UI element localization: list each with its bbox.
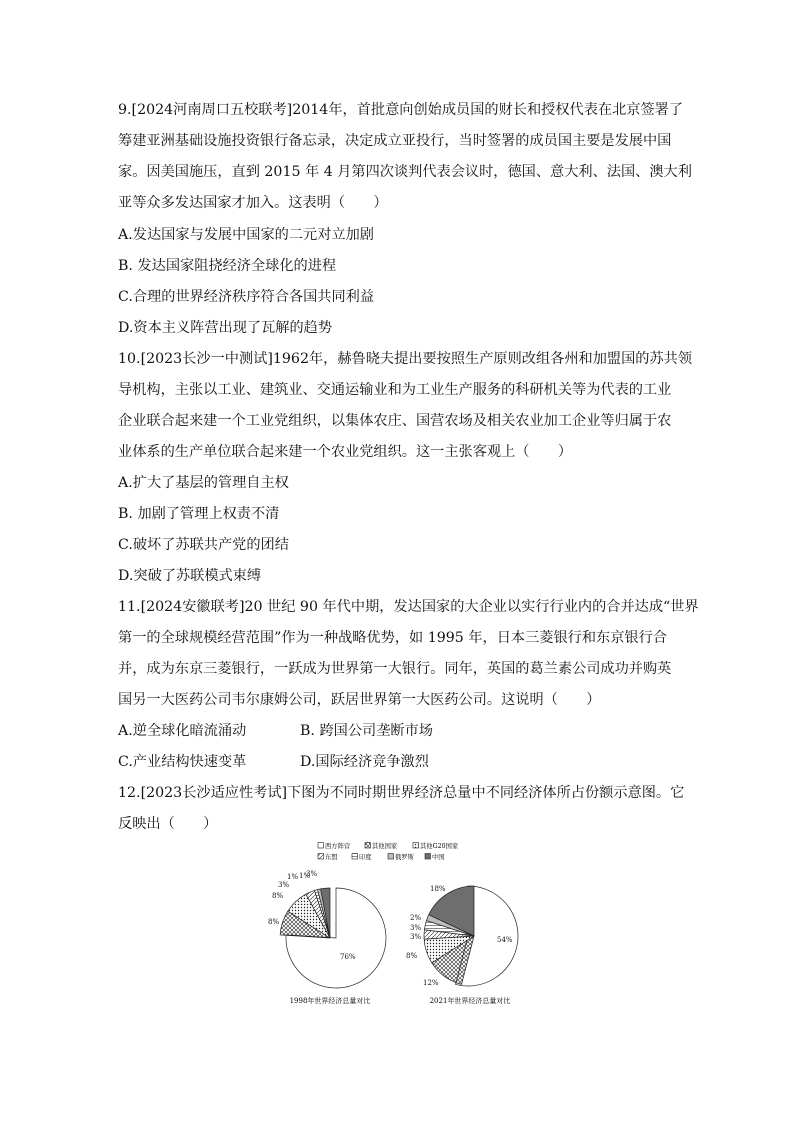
pie-label-1998-china: 3% (306, 870, 318, 878)
legend-label-g20: 其他G20国家 (420, 843, 459, 850)
pie-label-2021-asean: 3% (410, 933, 422, 941)
q10-line-1: 10.[2023长沙一中测试]1962年，赫鲁晓夫提出要按照生产原则改组各州和加盟国的苏共领 (118, 351, 693, 367)
pie-label-2021-other: 12% (423, 979, 439, 987)
q11-line-3: 并，成为东京三菱银行，一跃成为世界第一大银行。同年，英国的葛兰素公司成功并购英 (118, 661, 672, 677)
pie-label-1998-western: 76% (340, 953, 356, 961)
legend-swatch-g20 (413, 843, 419, 849)
chart-title-2021: 2021年世界经济总量对比 (429, 997, 511, 1005)
pie-chart-1998 (268, 870, 386, 988)
legend-label-russia: 俄罗斯 (395, 854, 414, 861)
q10-line-3: 企业联合起来建一个工业党组织，以集体农庄、国营农场及相关农业加工企业等归属于农 (118, 413, 672, 429)
legend-swatch-china (425, 854, 431, 860)
chart-title-1998: 1998年世界经济总量对比 (289, 997, 371, 1005)
pie-chart-2021 (406, 885, 518, 987)
pie-label-1998-asean: 3% (278, 881, 290, 889)
q10-option-a: A.扩大了基层的管理自主权 (118, 475, 289, 491)
q10-line-2: 导机构，主张以工业、建筑业、交通运输业和为工业生产服务的科研机关等为代表的工业 (118, 382, 672, 398)
pie-label-2021-western: 54% (497, 936, 513, 944)
pie-label-2021-russia: 2% (410, 914, 422, 922)
legend-label-china: 中国 (432, 854, 445, 861)
q11-line-2: 第一的全球规模经营范围”作为一种战略优势，如 1995 年，日本三菱银行和东京银行合 (118, 630, 667, 646)
q9-line-2: 筹建亚洲基础设施投资银行备忘录，决定成立亚投行，当时签署的成员国主要是发展中国 (118, 133, 672, 149)
q10-option-d: D.突破了苏联模式束缚 (118, 568, 262, 584)
q11-line-4: 国另一大医药公司韦尔康姆公司，跃居世界第一大医药公司。这说明（ ） (118, 692, 601, 708)
q9-option-b: B. 发达国家阻挠经济全球化的进程 (118, 258, 337, 274)
q11-option-d: D.国际经济竞争激烈 (300, 754, 429, 770)
q9-option-c: C.合理的世界经济秩序符合各国共同利益 (118, 289, 375, 305)
q12-line-1: 12.[2023长沙适应性考试]下图为不同时期世界经济总量中不同经济体所占份额示意图。它 (118, 785, 685, 801)
legend-label-western: 西方阵营 (325, 843, 351, 850)
q10-option-b: B. 加剧了管理上权责不清 (118, 506, 280, 522)
q12-line-2: 反映出（ ） (118, 816, 218, 832)
q9-option-a: A.发达国家与发展中国家的二元对立加剧 (118, 227, 374, 243)
legend-swatch-western (318, 843, 324, 849)
legend-swatch-other (365, 843, 371, 849)
q10-option-c: C.破坏了苏联共产党的团结 (118, 537, 289, 553)
legend-swatch-russia (388, 854, 394, 860)
q9-line-3: 家。因美国施压，直到 2015 年 4 月第四次谈判代表会议时，德国、意大利、法国、澳大利 (118, 164, 692, 180)
pie-label-1998-other: 8% (268, 918, 280, 926)
chart-legend (318, 841, 459, 861)
legend-label-asean: 东盟 (325, 854, 338, 861)
pie-label-2021-china: 18% (430, 885, 446, 893)
q11-option-b: B. 跨国公司垄断市场 (300, 723, 433, 739)
q9-line-4: 亚等众多发达国家才加入。这表明（ ） (118, 195, 388, 211)
pie-label-2021-india: 3% (410, 924, 422, 932)
legend-label-india: 印度 (359, 854, 372, 861)
legend-label-other: 其他国家 (372, 843, 398, 850)
pie-chart-figure (270, 840, 540, 1015)
pie-label-1998-russia: 1% (299, 872, 311, 880)
legend-swatch-asean (318, 854, 324, 860)
q11-option-a: A.逆全球化暗流涌动 (118, 723, 247, 739)
q11-option-c: C.产业结构快速变革 (118, 754, 247, 770)
q9-option-d: D.资本主义阵营出现了瓦解的趋势 (118, 320, 333, 336)
q11-line-1: 11.[2024安徽联考]20 世纪 90 年代中期，发达国家的大企业以实行行业内的合并达成“世界 (118, 599, 699, 615)
pie-label-2021-g20: 8% (406, 952, 418, 960)
pie-label-1998-india: 1% (287, 873, 299, 881)
q10-line-4: 业体系的生产单位联合起来建一个农业党组织。这一主张客观上（ ） (118, 444, 573, 460)
pie-label-1998-g20: 8% (272, 892, 284, 900)
q9-line-1: 9.[2024河南周口五校联考]2014年，首批意向创始成员国的财长和授权代表在北京签署了 (118, 102, 684, 118)
legend-swatch-india (352, 854, 358, 860)
